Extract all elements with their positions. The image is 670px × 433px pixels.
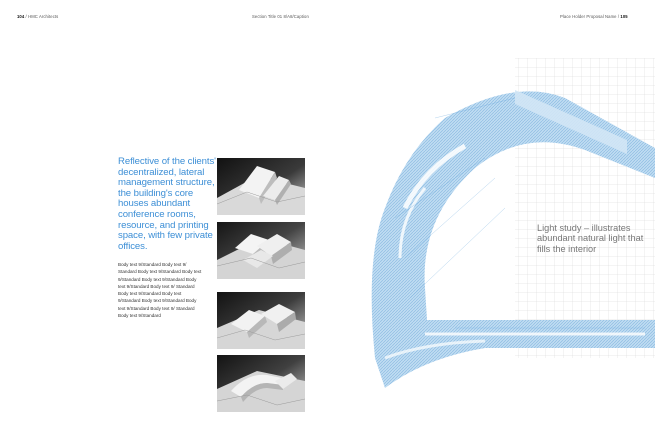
- right-header-text: Place Holder Proposal Name /: [560, 14, 621, 19]
- right-page-number: 105: [620, 14, 628, 19]
- model-photo-1: [217, 158, 305, 215]
- light-study-caption: Light study – illustrates abundant natural light that fills the interior: [537, 223, 644, 254]
- header-right: [560, 14, 628, 19]
- model-photo-4: [217, 355, 305, 412]
- left-page-number: 104: [17, 14, 25, 19]
- body-text: Body text 9/Standard Body text 9/ Standard Body text 9/Standard Body text 9/Standard Body text 9/Standard Body text 9/Standard Body text 9/ Standard Body text 9/Standard Body text 9/Standard Body text 9/Standard Body text 9/Standard Body text 9/ Standard Body text 9/Standard: [118, 262, 202, 319]
- model-photo-2: [217, 222, 305, 279]
- pull-quote: Reflective of the clients' decentralized, lateral management structure, the building's core houses abundant conference rooms, resource, and printing space, with few private offices.: [118, 156, 216, 252]
- model-photo-3: [217, 292, 305, 349]
- header-center: Section Title 01 8/A8/Caption: [252, 14, 309, 19]
- header-left: [17, 14, 58, 19]
- left-header-text: / HMC Architects: [24, 14, 59, 19]
